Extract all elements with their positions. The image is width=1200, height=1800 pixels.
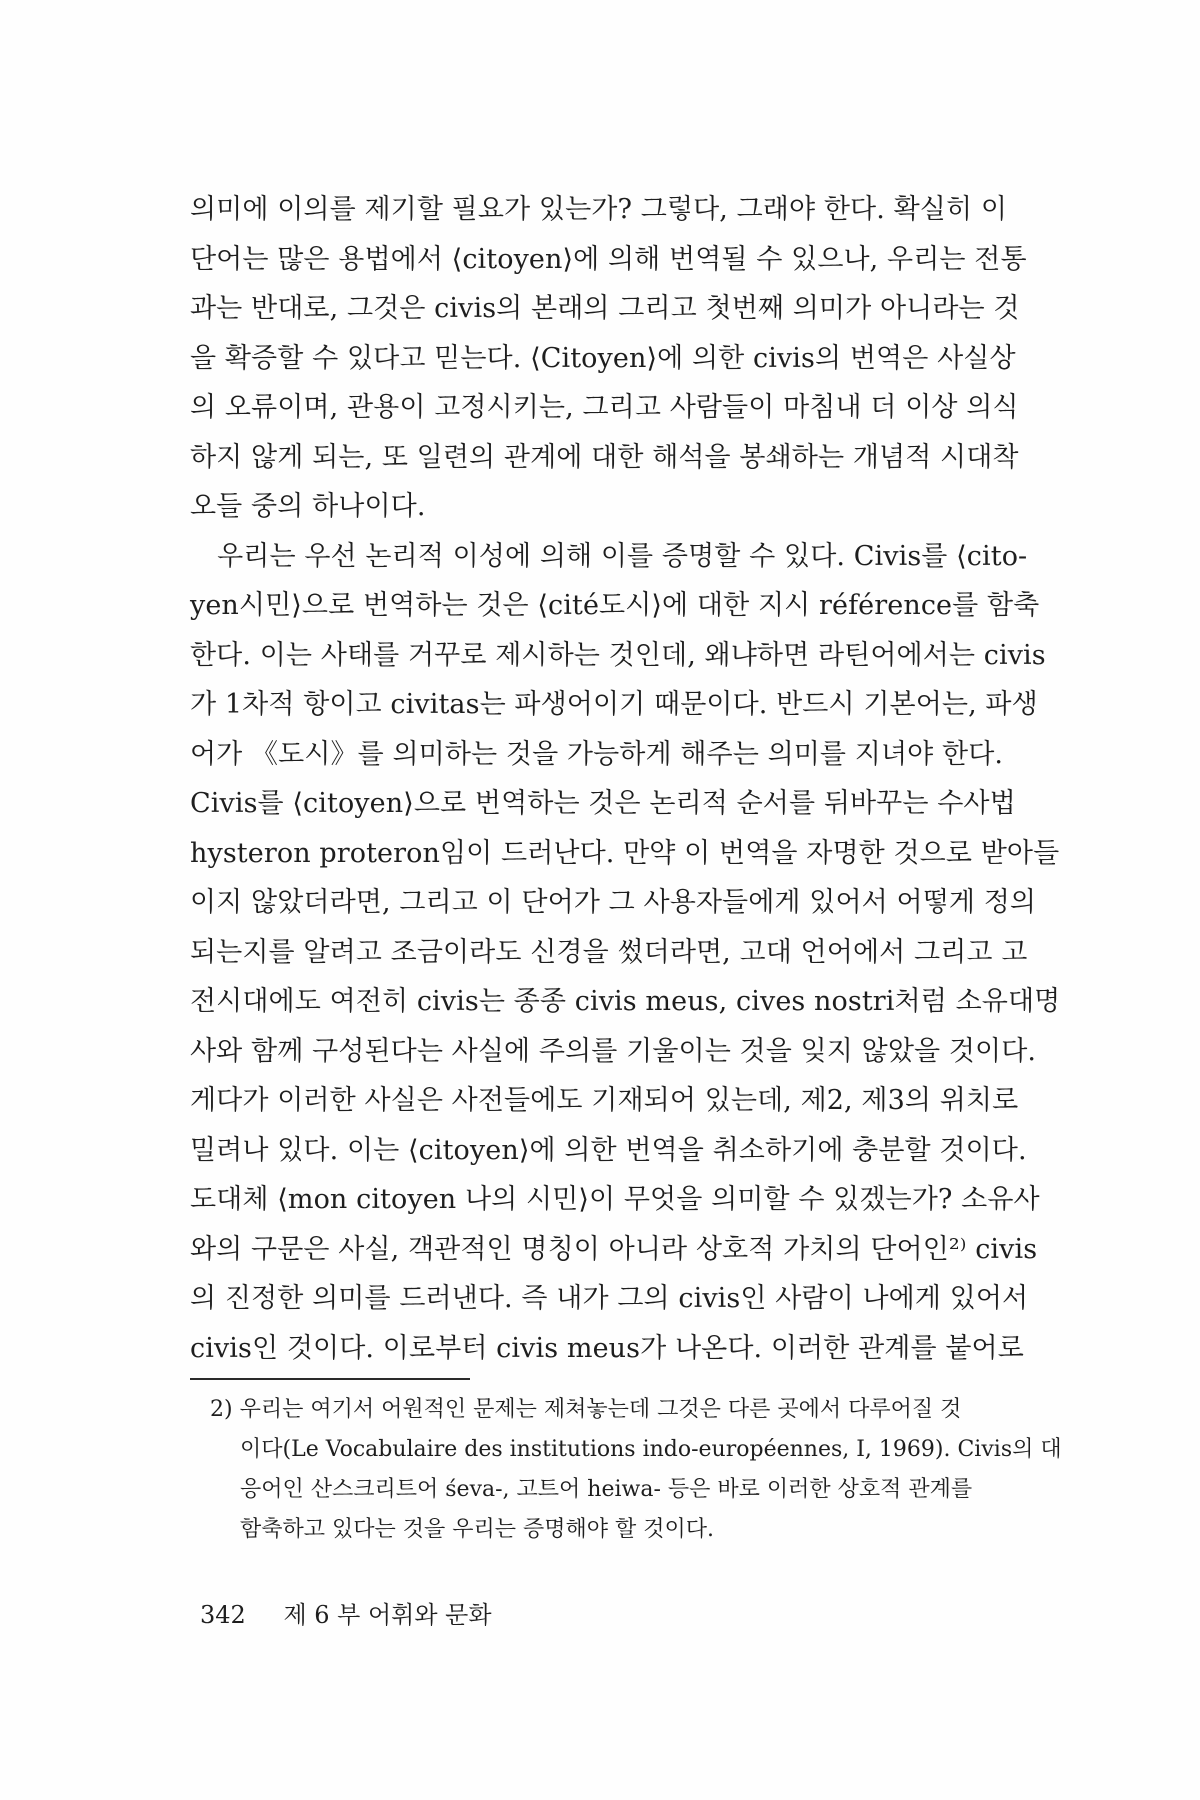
body-line: 하지 않게 되는, 또 일련의 관계에 대한 해석을 봉쇄하는 개념적 시대착 <box>190 441 1019 473</box>
body-line: 우리는 우선 논리적 이성에 의해 이를 증명할 수 있다. Civis를 ⟨cito- <box>190 540 1028 572</box>
body-line: 되는지를 알려고 조금이라도 신경을 썼더라면, 고대 언어에서 그리고 고 <box>190 936 1028 968</box>
body-line: 오들 중의 하나이다. <box>190 491 426 522</box>
body-line: 단어는 많은 용법에서 ⟨citoyen⟩에 의해 번역될 수 있으나, 우리는 전통 <box>190 243 1027 275</box>
body-line: civis인 것이다. 이로부터 civis meus가 나온다. 이러한 관계를 붙어로 <box>190 1332 1024 1364</box>
page-number: 342 <box>200 1601 246 1629</box>
footnote <box>210 1390 1062 1550</box>
body-line: hysteron proteron임이 드러난다. 만약 이 번역을 자명한 것으로 받아들 <box>190 837 1060 869</box>
body-line: 한다. 이는 사태를 거꾸로 제시하는 것인데, 왜냐하면 라틴어에서는 civis <box>190 639 1046 671</box>
body-line: 가 1차적 항이고 civitas는 파생어이기 때문이다. 반드시 기본어는, 파생 <box>190 689 1038 720</box>
footnote-divider <box>190 1378 470 1380</box>
footnote-line: 2) 우리는 여기서 어원적인 문제는 제쳐놓는데 그것은 다른 곳에서 다루어질 것 <box>210 1397 962 1422</box>
page-footer <box>200 1600 492 1630</box>
body-line: 도대체 ⟨mon citoyen 나의 시민⟩이 무엇을 의미할 수 있겠는가? 소유사 <box>190 1184 1040 1215</box>
footnote-line: 응어인 산스크리트어 śeva-, 고트어 heiwa- 등은 바로 이러한 상호적 관계를 <box>240 1477 973 1502</box>
body-line: 전시대에도 여전히 civis는 종종 civis meus, cives nostri처럼 소유대명 <box>190 986 1061 1017</box>
body-line: 을 확증할 수 있다고 믿는다. ⟨Citoyen⟩에 의한 civis의 번역은 사실상 <box>190 342 1016 374</box>
footnote-line: 함축하고 있다는 것을 우리는 증명해야 할 것이다. <box>240 1517 714 1542</box>
section-title: 제 6 부 어휘와 문화 <box>283 1601 492 1629</box>
body-line: yen시민⟩으로 번역하는 것은 ⟨cité도시⟩에 대한 지시 référence를 함축 <box>190 590 1040 621</box>
body-line: 어가 《도시》를 의미하는 것을 가능하게 해주는 의미를 지녀야 한다. <box>190 738 1004 770</box>
body-line: 의 오류이며, 관용이 고정시키는, 그리고 사람들이 마침내 더 이상 의식 <box>190 392 1019 423</box>
body-line: 의미에 이의를 제기할 필요가 있는가? 그렇다, 그래야 한다. 확실히 이 <box>190 194 1007 225</box>
footnote-line: 이다(Le Vocabulaire des institutions indo-européennes, I, 1969). Civis의 대 <box>240 1437 1062 1462</box>
body-line: 이지 않았더라면, 그리고 이 단어가 그 사용자들에게 있어서 어떻게 정의 <box>190 887 1037 918</box>
body-line: Civis를 ⟨citoyen⟩으로 번역하는 것은 논리적 순서를 뒤바꾸는 수사법 <box>190 788 1016 819</box>
body-line: 와의 구문은 사실, 객관적인 명칭이 아니라 상호적 가치의 단어인²⁾ civis <box>190 1233 1038 1265</box>
body-line: 사와 함께 구성된다는 사실에 주의를 기울이는 것을 잊지 않았을 것이다. <box>190 1035 1037 1067</box>
body-text <box>190 185 1061 1373</box>
body-line: 밀려나 있다. 이는 ⟨citoyen⟩에 의한 번역을 취소하기에 충분할 것이다. <box>190 1134 1027 1166</box>
body-line: 의 진정한 의미를 드러낸다. 즉 내가 그의 civis인 사람이 나에게 있어서 <box>190 1283 1029 1314</box>
body-line: 게다가 이러한 사실은 사전들에도 기재되어 있는데, 제2, 제3의 위치로 <box>190 1085 1019 1116</box>
body-line: 과는 반대로, 그것은 civis의 본래의 그리고 첫번째 의미가 아니라는 것 <box>190 293 1020 324</box>
